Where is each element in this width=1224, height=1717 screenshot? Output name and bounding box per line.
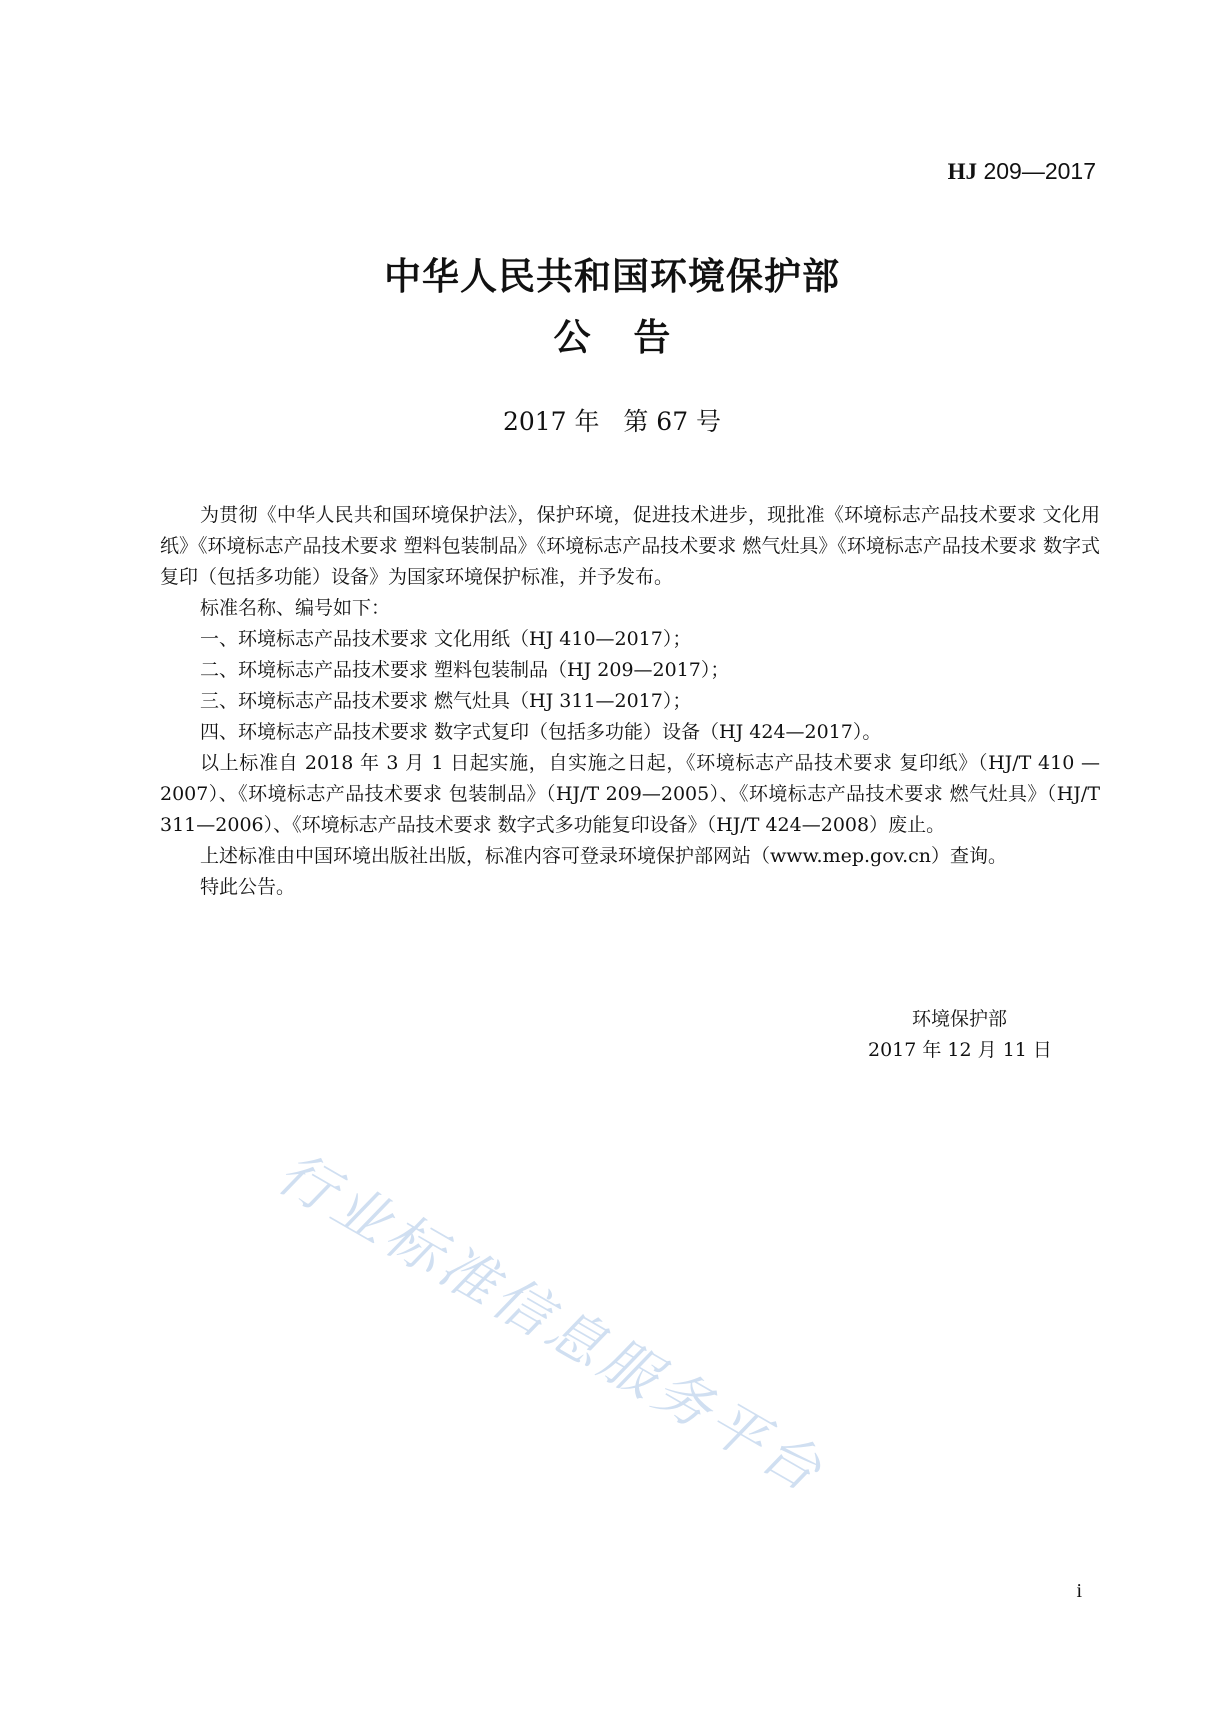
signature-organization: 环境保护部 — [912, 1008, 1008, 1030]
notice-title: 公 告 — [553, 316, 671, 359]
paragraph-list-heading: 标准名称、编号如下： — [200, 597, 391, 619]
standard-item-4: 四、环境标志产品技术要求 数字式复印（包括多功能）设备（HJ 424—2017）。 — [200, 721, 882, 743]
page-number: i — [1076, 1580, 1082, 1602]
signature-date: 2017 年 12 月 11 日 — [868, 1039, 1052, 1061]
standard-code — [948, 158, 1096, 185]
paragraph-effective-date: 以上标准自 2018 年 3 月 1 日起实施，自实施之日起，《环境标志产品技术要求 复印纸》（HJ/T 410 —2007）、《环境标志产品技术要求 包装制品》（HJ/T 209—2005）、《环境标志产品技术要求 燃气灶具》（HJ/T 311—2006）、《环境标志产品技术要求 数字式多功能复印设备》（HJ/T 424—2008）废止。 — [160, 752, 1100, 836]
issue-number: 2017 年 第 67 号 — [502, 407, 722, 436]
announcement-body — [160, 500, 1100, 903]
organization-title: 中华人民共和国环境保护部 — [384, 255, 840, 298]
signature-block — [860, 1004, 1080, 1066]
paragraph-intro: 为贯彻《中华人民共和国环境保护法》，保护环境，促进技术进步，现批准《环境标志产品技术要求 文化用纸》《环境标志产品技术要求 塑料包装制品》《环境标志产品技术要求 燃气灶具》《环境标志产品技术要求 数字式复印（包括多功能）设备》为国家环境保护标准，并予发布。 — [160, 504, 1100, 588]
standard-item-3: 三、环境标志产品技术要求 燃气灶具（HJ 311—2017）； — [200, 690, 692, 712]
paragraph-publisher: 上述标准由中国环境出版社出版，标准内容可登录环境保护部网站（www.mep.gov.cn）查询。 — [200, 845, 1008, 867]
watermark: 行业标准信息服务平台 — [266, 1140, 836, 1507]
standard-item-1: 一、环境标志产品技术要求 文化用纸（HJ 410—2017）； — [200, 628, 692, 650]
standard-item-2: 二、环境标志产品技术要求 塑料包装制品（HJ 209—2017）； — [200, 659, 730, 681]
standard-number: 209—2017 — [977, 158, 1096, 184]
paragraph-closing: 特此公告。 — [200, 876, 296, 898]
standard-prefix: HJ — [947, 159, 978, 184]
